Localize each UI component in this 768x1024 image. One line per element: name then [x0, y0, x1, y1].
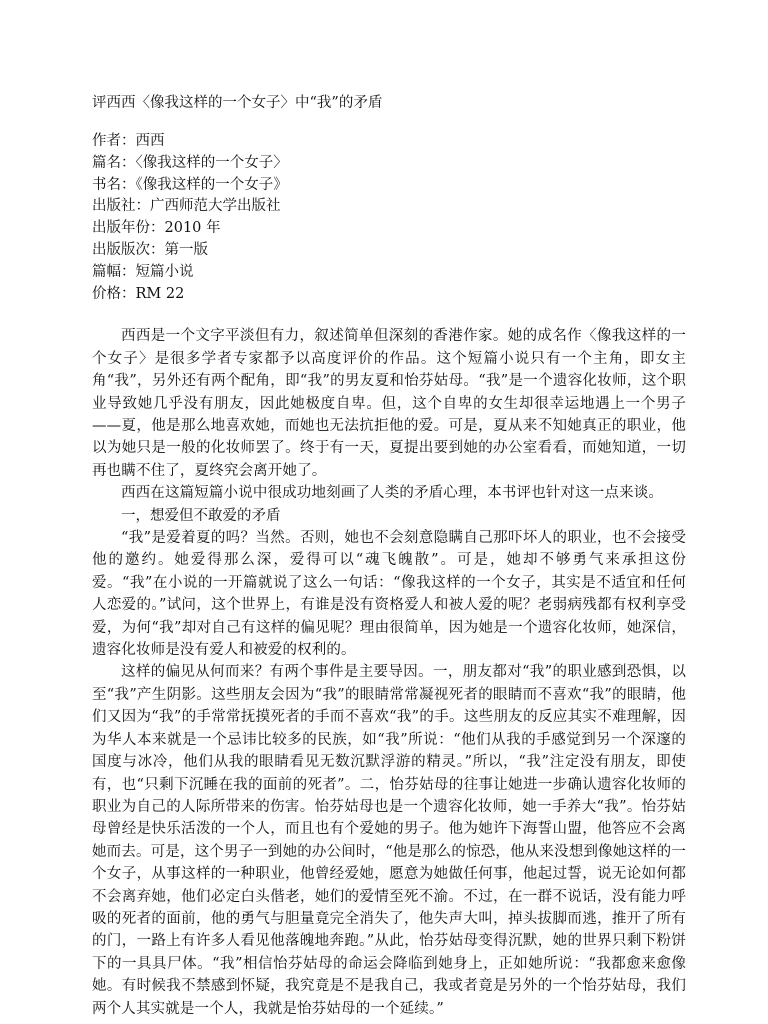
- meta-value: 〈像我这样的一个女子〉: [135, 154, 288, 171]
- meta-publisher: [92, 196, 686, 218]
- intro-paragraph: 西西是一个文字平淡但有力，叙述简单但深刻的香港作家。她的成名作〈像我这样的一个女子〉是很多学者专家都予以高度评价的作品。这个短篇小说只有一个主角，即女主角“我”，另外还有两个配角，即“我”的男友夏和怡芬姑母。“我”是一个遗容化妆师，这个职业导致她几乎没有朋友，因此她极度自卑。但，这个自卑的女生却很幸运地遇上一个男子——夏，他是那么地喜欢她，而她也无法抗拒他的爱。可是，夏从来不知她真正的职业，他以为她只是一般的化妆师罢了。终于有一天，夏提出要到她的办公室看看，而她知道，一切再也瞒不住了，夏终究会离开她了。: [92, 328, 686, 479]
- meta-value: RM 22: [135, 285, 185, 302]
- meta-label: 出版年份：: [92, 220, 165, 237]
- meta-value: 短篇小说: [135, 263, 194, 280]
- meta-label: 篇名：: [92, 154, 136, 171]
- meta-book: [92, 175, 686, 197]
- meta-price: [92, 284, 686, 306]
- meta-label: 价格：: [92, 285, 136, 302]
- book-info: [92, 131, 686, 305]
- meta-chapter: [92, 153, 686, 175]
- section-heading: 一，想爱但不敢爱的矛盾: [121, 507, 281, 524]
- document-page: [92, 92, 686, 1020]
- meta-label: 出版版次：: [92, 241, 165, 258]
- meta-label: 篇幅：: [92, 263, 136, 280]
- meta-year: [92, 218, 686, 240]
- document-title: 评西西〈像我这样的一个女子〉中“我”的矛盾: [92, 95, 383, 111]
- body-paragraph: “我”是爱着夏的吗？当然。否则，她也不会刻意隐瞒自己那吓坏人的职业，也不会接受他的邀约。她爱得那么深，爱得可以“魂飞魄散”。可是，她却不够勇气来承担这份爱。“我”在小说的一开篇就说了这么一句话：“像我这样的一个女子，其实是不适宜和任何人恋爱的。”试问，这个世界上，有谁是没有资格爱人和被人爱的呢？老弱病残都有权利享受爱，为何“我”却对自己有这样的偏见呢？理由很简单，因为她是一个遗容化妆师，她深信，遗容化妆师是没有爱人和被爱的权利的。: [92, 530, 686, 659]
- meta-length: [92, 262, 686, 284]
- thesis-paragraph: 西西在这篇短篇小说中很成功地刻画了人类的矛盾心理，本书评也针对这一点来谈。: [121, 485, 664, 502]
- meta-value: 西西: [135, 133, 165, 149]
- meta-label: 作者：: [92, 133, 136, 149]
- meta-label: 书名：: [92, 176, 136, 193]
- meta-edition: [92, 240, 686, 262]
- meta-value: 广西师范大学出版社: [150, 198, 281, 215]
- body-paragraph: 这样的偏见从何而来？有两个事件是主要导因。一，朋友都对“我”的职业感到恐惧，以至“我”产生阴影。这些朋友会因为“我”的眼睛常常凝视死者的眼睛而不喜欢“我”的眼睛，他们又因为“我”的手常常抚摸死者的手而不喜欢“我”的手。这些朋友的反应其实不难理解，因为华人本来就是一个忌讳比较多的民族，如“我”所说：“他们从我的手感觉到另一个深邃的国度与冰冷，他们从我的眼睛看见无数沉默浮游的精灵。”所以，“我”注定没有朋友，即使有，也“只剩下沉睡在我的面前的死者”。二，怡芬姑母的往事让她进一步确认遗容化妆师的职业为自己的人际所带来的伤害。怡芬姑母也是一个遗容化妆师，她一手养大“我”。怡芬姑母曾经是快乐活泼的一个人，而且也有个爱她的男子。他为她许下海誓山盟，他答应不会离她而去。可是，这个男子一到她的办公间时，“他是那么的惊恐，他从来没想到像她这样的一个女子，从事这样的一种职业，他曾经爱她，愿意为她做任何事，他起过誓，说无论如何都不会离弃她，他们必定白头偕老，她们的爱情至死不渝。不过，在一群不说话，没有能力呼吸的死者的面前，他的勇气与胆量竟完全消失了，他失声大叫，掉头拔脚而逃，推开了所有的门，一路上有许多人看见他落魄地奔跑。”从此，怡芬姑母变得沉默，她的世界只剩下粉饼下的一具具尸体。“我”相信怡芬姑母的命运会降临到她身上，正如她所说：“我都愈来愈像她。有时候我不禁感到怀疑，我究竟是不是我自己，我或者竟是另外的一个怡芬姑母，我们两个人其实就是一个人，我就是怡芬姑母的一个延续。”: [92, 664, 686, 1017]
- meta-value: 第一版: [164, 241, 208, 258]
- meta-label: 出版社：: [92, 198, 150, 215]
- meta-author: [92, 131, 686, 153]
- meta-value: 《像我这样的一个女子》: [135, 176, 288, 193]
- meta-value: 2010 年: [164, 220, 221, 237]
